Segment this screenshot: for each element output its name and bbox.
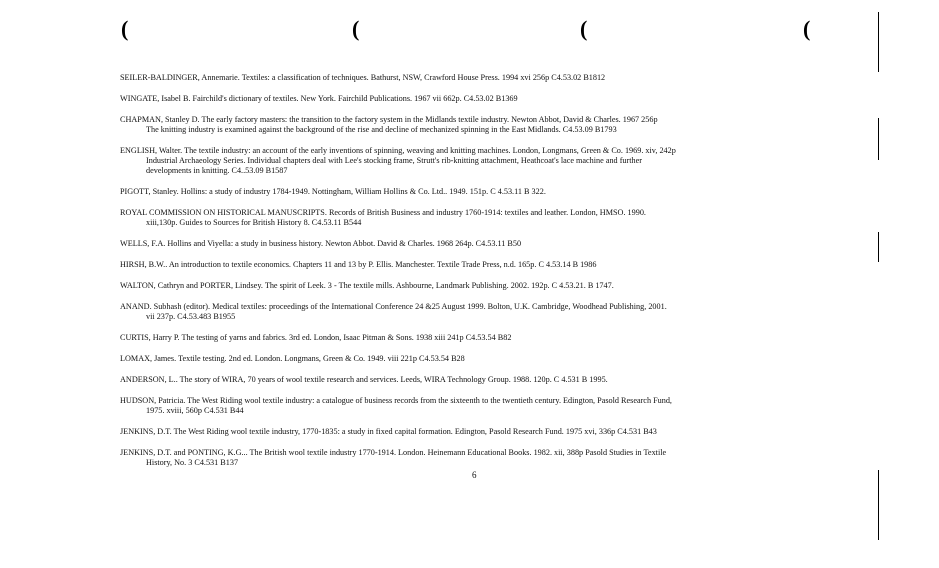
entry-line: LOMAX, James. Textile testing. 2nd ed. London. Longmans, Green & Co. 1949. viii 221p C4.53.54 B28	[120, 354, 465, 363]
entry-line: JENKINS, D.T. The West Riding wool textile industry, 1770-1835: a study in fixed capital formation. Edington, Pasold Research Fund. 1975 xvi, 336p C4.531 B43	[120, 427, 657, 436]
entry-line: HUDSON, Patricia. The West Riding wool textile industry: a catalogue of business records from the sixteenth to the twentieth century. Edington, Pasold Research Fund,	[120, 396, 672, 405]
binder-mark-1: (	[121, 16, 129, 41]
bibliography-entry	[120, 187, 840, 197]
entry-line: ANDERSON, L.. The story of WIRA, 70 years of wool textile research and services. Leeds, WIRA Technology Group. 1988. 120p. C 4.531 B 1995.	[120, 375, 608, 384]
bibliography-entry	[120, 396, 840, 416]
entry-line: CURTIS, Harry P. The testing of yarns and fabrics. 3rd ed. London, Isaac Pitman & Sons. 1938 xiii 241p C4.53.54 B82	[120, 333, 512, 342]
entry-continuation-line: xiii,130p. Guides to Sources for British History 8. C4.53.11 B544	[146, 218, 362, 227]
bibliography-entry	[120, 427, 840, 437]
entry-continuation-line: History, No. 3 C4.531 B137	[146, 458, 239, 467]
entry-line: WINGATE, Isabel B. Fairchild's dictionary of textiles. New York. Fairchild Publications. 1967 vii 662p. C4.53.02 B1369	[120, 94, 518, 103]
entry-line: JENKINS, D.T. and PONTING, K.G... The British wool textile industry 1770-1914. London. Heinemann Educational Books. 1982. xii, 388p Pasold Studies in Textile	[120, 448, 667, 457]
bibliography-entry	[120, 375, 840, 385]
bibliography-entry	[120, 239, 840, 249]
entry-continuation-line: The knitting industry is examined against the background of the rise and decline of mechanized spinning in the East Midlands. C4.53.09 B1793	[146, 125, 617, 134]
bibliography-entry	[120, 333, 840, 343]
binder-mark-4: (	[803, 16, 811, 41]
entry-line: CHAPMAN, Stanley D. The early factory masters: the transition to the factory system in the Midlands textile industry. Newton Abbot, David & Charles. 1967 256p	[120, 115, 658, 124]
scan-edge-rule-middle	[878, 118, 879, 160]
bibliography-entry	[120, 115, 840, 135]
binder-mark-2: (	[352, 16, 360, 41]
scan-edge-rule-lower	[878, 232, 879, 262]
entry-line: PIGOTT, Stanley. Hollins: a study of industry 1784-1949. Nottingham, William Hollins & Co. Ltd.. 1949. 151p. C 4.53.11 B 322.	[120, 187, 546, 196]
entry-line: ROYAL COMMISSION ON HISTORICAL MANUSCRIPTS. Records of British Business and industry 1760-1914: textiles and leather. London, HMSO. 1990.	[120, 208, 646, 217]
entry-line: SEILER-BALDINGER, Annemarie. Textiles: a classification of techniques. Bathurst, NSW, Crawford House Press. 1994 xvi 256p C4.53.02 B1812	[120, 73, 606, 82]
entry-line: HIRSH, B.W.. An introduction to textile economics. Chapters 11 and 13 by P. Ellis. Manchester. Textile Trade Press, n.d. 165p. C 4.53.14 B 1986	[120, 260, 597, 269]
scan-edge-rule-top	[878, 12, 879, 72]
bibliography-entry	[120, 146, 840, 176]
entry-line: ANAND. Subhash (editor). Medical textiles: proceedings of the International Conference 24 &25 August 1999. Bolton, U.K. Cambridge, Woodhead Publishing, 2001.	[120, 302, 667, 311]
bibliography-entry	[120, 73, 840, 83]
entry-continuation-line: vii 237p. C4.53.483 B1955	[146, 312, 236, 321]
bibliography-list	[120, 73, 840, 479]
bibliography-entry	[120, 354, 840, 364]
bibliography-entry	[120, 260, 840, 270]
scan-edge-rule-bottom	[878, 470, 879, 540]
entry-continuation-line: 1975. xviii, 560p C4.531 B44	[146, 406, 244, 415]
bibliography-entry	[120, 448, 840, 468]
bibliography-entry	[120, 281, 840, 291]
page-number: 6	[472, 470, 477, 480]
bibliography-entry	[120, 302, 840, 322]
entry-line: WELLS, F.A. Hollins and Viyella: a study in business history. Newton Abbot. David & Charles. 1968 264p. C4.53.11 B50	[120, 239, 522, 248]
bibliography-entry	[120, 208, 840, 228]
entry-continuation-line: developments in knitting. C4..53.09 B1587	[146, 166, 288, 175]
entry-line: WALTON, Cathryn and PORTER, Lindsey. The spirit of Leek. 3 - The textile mills. Ashbourne, Landmark Publishing. 2002. 192p. C 4.53.21. B 1747.	[120, 281, 614, 290]
binder-mark-3: (	[580, 16, 588, 41]
bibliography-entry	[120, 94, 840, 104]
entry-continuation-line: Industrial Archaeology Series. Individual chapters deal with Lee's stocking frame, Strutt's rib-knitting attachment, Heathcoat's lace machine and further	[146, 156, 642, 165]
entry-line: ENGLISH, Walter. The textile industry: an account of the early inventions of spinning, weaving and knitting machines. London, Longmans, Green & Co. 1969. xiv, 242p	[120, 146, 676, 155]
